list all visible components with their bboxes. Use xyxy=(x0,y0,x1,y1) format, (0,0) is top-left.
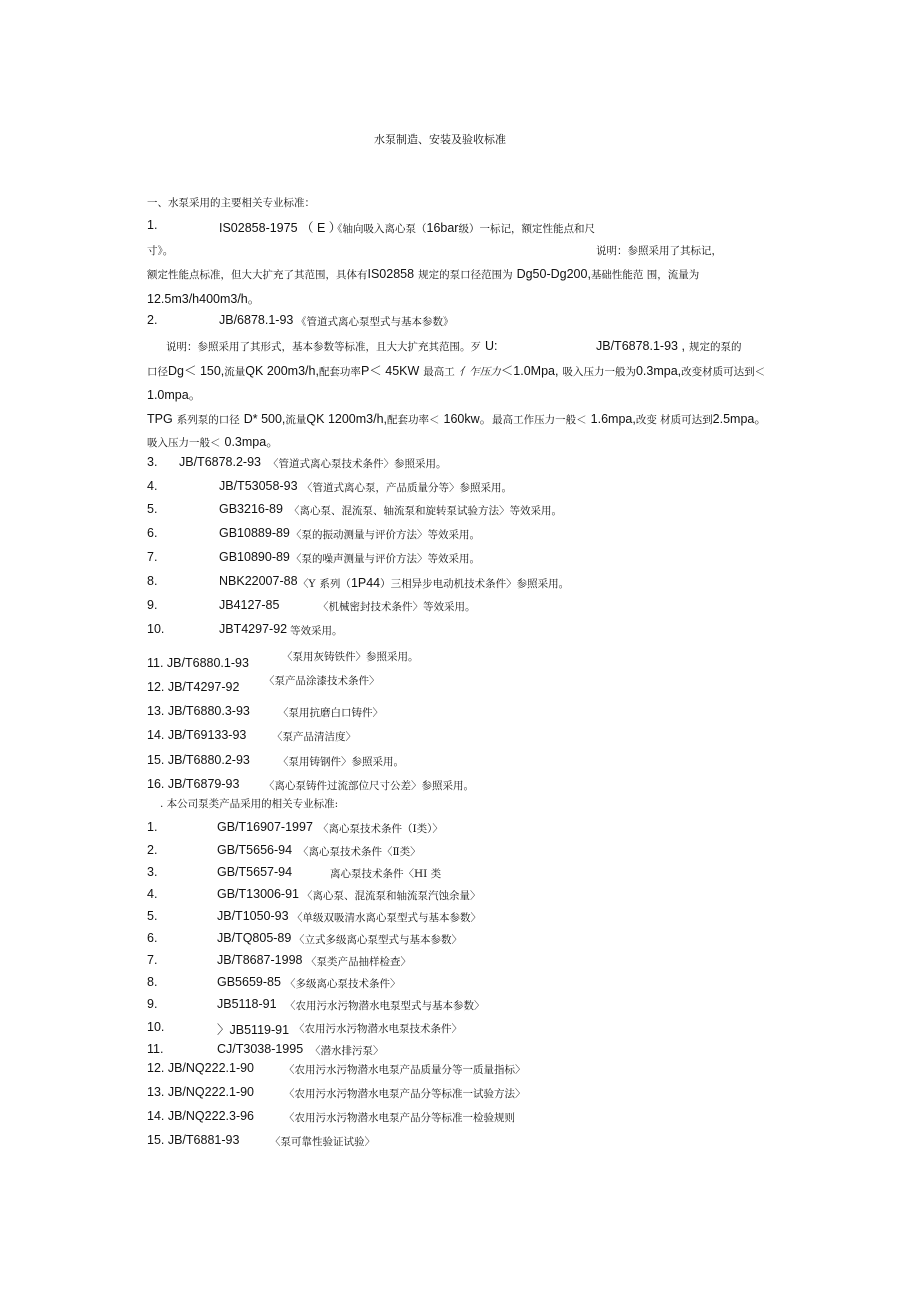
item-number: 8. xyxy=(147,574,158,588)
standard-description: 〈泵用铸钢件〉参照采用。 xyxy=(278,756,404,768)
note-text: 额定性能点标准，但大大扩充了其范围，具体有IS02858 规定的泵口径范围为 Dg50-Dg200,基础性能范 围，流量为 xyxy=(147,267,700,281)
standard-description: 〈机械密封技术条件〉等效采用。 xyxy=(318,601,476,613)
section-heading: 一、水泵采用的主要相关专业标准： xyxy=(147,197,315,209)
document-title: 水泵制造、安装及验收标准 xyxy=(374,133,506,146)
item-number: 9. xyxy=(147,997,158,1011)
standard-description: 〈泵产品涂漆技术条件〉 xyxy=(264,675,380,687)
standard-code: JB/T1050-93 xyxy=(217,909,289,923)
item-number: 7. xyxy=(147,953,158,967)
standard-code: GB3216-89 xyxy=(219,502,283,516)
standard-description: 离心泵技术条件〈HI 类 xyxy=(330,868,442,880)
item-number: 4. xyxy=(147,887,158,901)
standard-code: NBK22007-88 xyxy=(219,574,298,588)
standard-code: 14. JB/T69133-93 xyxy=(147,728,247,742)
standard-description: 〈泵的噪声测量与评价方法〉等效采用。 xyxy=(291,553,480,565)
standard-description: 〈农用污水污物潜水电泵产品质量分等一质量指标〉 xyxy=(284,1064,526,1076)
note-text: 口径Dg＜ 150,流量QK 200m3/h,配套功率P＜ 45KW 最高工 亻乍压力＜1.0Mpa, 吸入压力一般为0.3mpa,改变材质可达到＜ xyxy=(147,364,766,378)
item-number: 3. xyxy=(147,865,158,879)
standard-description: 〈泵的振动测量与评价方法〉等效采用。 xyxy=(291,529,480,541)
standard-description: 〈泵类产品抽样检查〉 xyxy=(306,956,411,968)
standard-code: 15. JB/T6881-93 xyxy=(147,1133,240,1147)
standard-code: JBT4297-92 xyxy=(219,622,288,636)
standard-description: 〈农用污水污物潜水电泵技术条件〉 xyxy=(294,1023,462,1035)
standard-code: GB/T5656-94 xyxy=(217,843,293,857)
item-number: 11. xyxy=(147,1042,164,1056)
standard-description: 〈泵用抗磨白口铸件〉 xyxy=(278,707,383,719)
item-number: 9. xyxy=(147,598,158,612)
standard-code: 16. JB/T6879-93 xyxy=(147,777,240,791)
section-heading: . 本公司泵类产品采用的相关专业标准: xyxy=(160,798,339,810)
item-number: 5. xyxy=(147,502,158,516)
standard-code: JB/TQ805-89 xyxy=(217,931,292,945)
standard-description: 〈立式多级离心泵型式与基本参数〉 xyxy=(294,934,462,946)
standard-code: 15. JB/T6880.2-93 xyxy=(147,753,250,767)
standard-code: 12. JB/NQ222.1-90 xyxy=(147,1061,255,1075)
standard-description: 《管道式离心泵型式与基本参数》 xyxy=(296,316,454,328)
standard-code: GB5659-85 xyxy=(217,975,281,989)
standard-code: GB/T13006-91 xyxy=(217,887,299,901)
item-number: 2. xyxy=(147,313,158,327)
text-line: 寸》。 xyxy=(147,245,174,257)
standard-code: GB10890-89 xyxy=(219,550,290,564)
standard-description: 《轴向吸入离心泵（16bar级）一标记，额定性能点和尺 xyxy=(332,221,595,235)
standard-code: JB/6878.1-93 xyxy=(219,313,294,327)
standard-description: 〈离心泵、混流泵和轴流泵汽蚀余量〉 xyxy=(302,890,481,902)
item-number: 6. xyxy=(147,931,158,945)
item-number: 8. xyxy=(147,975,158,989)
item-number: 10. xyxy=(147,1020,165,1034)
standard-description: 〈农用污水污物潜水电泵产品分等标准一检验规则 xyxy=(284,1112,515,1124)
standard-code: GB/T5657-94 xyxy=(217,865,293,879)
standard-code: IS02858-1975 （ E ） xyxy=(219,221,342,235)
standard-code: 11. JB/T6880.1-93 xyxy=(147,656,249,670)
standard-code: JB5118-91 xyxy=(217,997,277,1011)
item-number: 5. xyxy=(147,909,158,923)
standard-description: 〈离心泵、混流泵、轴流泵和旋转泵试验方法〉等效采用。 xyxy=(289,505,562,517)
item-number: 3. xyxy=(147,455,158,469)
standard-description: 〈农用污水污物潜水电泵型式与基本参数〉 xyxy=(285,1000,485,1012)
standard-description: 〈管道式离心泵，产品质量分等〉参照采用。 xyxy=(302,482,512,494)
standard-description: 〈管道式离心泵技术条件〉参照采用。 xyxy=(268,458,447,470)
standard-description: 〈单级双吸清水离心泵型式与基本参数〉 xyxy=(292,912,481,924)
item-number: 7. xyxy=(147,550,158,564)
standard-code: 12. JB/T4297-92 xyxy=(147,680,240,694)
standard-description: 〈农用污水污物潜水电泵产品分等标准一试验方法〉 xyxy=(284,1088,526,1100)
standard-description: 〈离心泵技术条件〈Ⅱ类〉 xyxy=(298,846,421,858)
standard-description: 〈泵产品清洁度〉 xyxy=(272,731,356,743)
standard-description: 〈泵用灰铸铁件〉参照采用。 xyxy=(282,651,419,663)
item-number: 1. xyxy=(147,820,158,834)
standard-description: 等效采用。 xyxy=(290,625,343,637)
note-text: JB/T6878.1-93 , 规定的泵的 xyxy=(596,339,742,353)
note-text: 吸入压力一般＜ 0.3mpa。 xyxy=(147,435,279,449)
standard-description: 〈离心泵铸件过流部位尺寸公差〉参照采用。 xyxy=(264,780,474,792)
standard-code: 〉JB5119-91 xyxy=(217,1023,290,1037)
item-number: 4. xyxy=(147,479,158,493)
standard-code: JB/T6878.2-93 xyxy=(179,455,261,469)
standard-description: 〈多级离心泵技术条件〉 xyxy=(285,978,401,990)
standard-description: 〈潜水排污泵〉 xyxy=(310,1045,384,1057)
standard-code: JB/T8687-1998 xyxy=(217,953,303,967)
note-text: 说明：参照采用了其标记， xyxy=(596,245,722,257)
standard-code: 13. JB/NQ222.1-90 xyxy=(147,1085,255,1099)
standard-code: 13. JB/T6880.3-93 xyxy=(147,704,250,718)
text-line: 12.5m3/h400m3/h。 xyxy=(147,292,261,306)
standard-description: 〈离心泵技术条件（Ⅰ类）〉 xyxy=(318,823,443,835)
standard-code: JB4127-85 xyxy=(219,598,280,612)
note-text: TPG 系列泵的口径 D* 500,流量QK 1200m3/h,配套功率＜ 160kw。最高工作压力一般＜ 1.6mpa,改变 材质可达到2.5mpa。 xyxy=(147,412,767,426)
item-number: 10. xyxy=(147,622,165,636)
item-number: 2. xyxy=(147,843,158,857)
standard-code: JB/T53058-93 xyxy=(219,479,298,493)
standard-description: 〈Y 系列（1P44）三相异步电动机技术条件〉参照采用。 xyxy=(298,576,570,590)
text-line: 1.0mpa。 xyxy=(147,388,202,402)
standard-code: 14. JB/NQ222.3-96 xyxy=(147,1109,255,1123)
standard-code: GB10889-89 xyxy=(219,526,290,540)
item-number: 1. xyxy=(147,218,158,232)
standard-code: GB/T16907-1997 xyxy=(217,820,313,834)
standard-description: 〈泵可靠性验证试验〉 xyxy=(270,1136,375,1148)
standard-code: CJ/T3038-1995 xyxy=(217,1042,304,1056)
note-text: 说明：参照采用了其形式，基本参数等标准，且大大扩充其范围。歹 U: xyxy=(166,339,498,353)
item-number: 6. xyxy=(147,526,158,540)
